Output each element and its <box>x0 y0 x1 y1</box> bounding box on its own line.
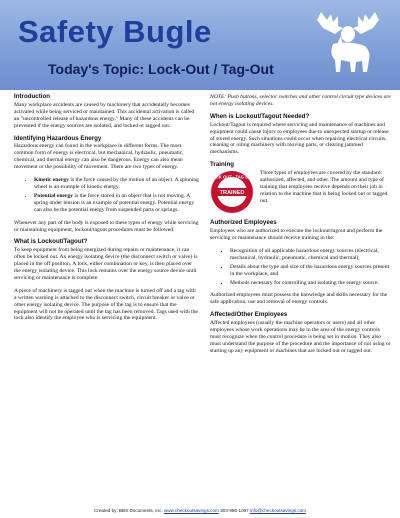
list-item <box>34 193 199 214</box>
identifying-heading: Identifying Hazardous Energy <box>14 134 102 142</box>
authorized-paragraph-2: Authorized employees must possess the knowledge and skills necessary for the safe application, use and removal of energy controls. <box>210 292 388 306</box>
training-heading: Training <box>210 161 235 169</box>
identifying-paragraph: Hazardous energy can found in the workplace in different forms. The most common form of energy is electrical, but mechanical, hydraulic, pneumatic, chemical, and thermal energy can also be dangerous. Energy can also mean movement or the possibility of movement. There are two types of energy. <box>14 143 184 171</box>
training-block <box>210 170 392 214</box>
what-heading: What is Lockout/Tagout? <box>14 238 88 246</box>
affected-heading: Affected/Other Employees <box>210 311 288 319</box>
training-paragraph: Three types of employees are covered by the standard: authorized, affected, and other. The amount and type of training that employees receive depends on their job in relation to the machine that is being locked out or tagged out. <box>260 170 388 204</box>
moose-icon <box>313 6 383 76</box>
intro-heading: Introduction <box>14 93 51 100</box>
kinetic-term: Kinetic energy <box>34 177 69 184</box>
newsletter-title: Safety Bugle <box>18 14 212 49</box>
when-heading: When is Lockout/Tagout Needed? <box>210 112 310 120</box>
potential-text: is the force stored in an object that is not moving. A spring under tension is an example of potential energy. Potential energy can also be the potential energy from suspended parts or springs. <box>34 192 195 213</box>
list-item: • Methods necessary for controlling and isolating the energy source. <box>230 280 392 287</box>
badge-top-text: LOCK OUT · TAG OUT <box>210 174 254 180</box>
energy-types-list <box>14 177 199 214</box>
intro-paragraph: Many workplace accidents are caused by machinery that accidentally becomes activated while being serviced or maintained. This accidental activation is called an "uncontrolled release of hazardous energy." Many of these accidents can be prevented if the energy sources are isolated, and locked or tagged out. <box>14 101 195 129</box>
footer-created: Created by: BBS Documents, Inc. <box>93 508 164 513</box>
tagout-paragraph: A piece of machinery is tagged out when the machine is turned off and a tag with a written warning is attached to the disconnect switch, circuit breaker or valve or other energy isolating device. The purpose of the tag is to ensure that the equipment will not be operated until the tag has been removed. Tags used with the lock also identify the employee who is servicing the equipment. <box>14 287 198 322</box>
authorized-paragraph: Employees who are authorized to execute the lockout/tagout and perform the servicing or maintenance should receive training in the: <box>210 228 383 241</box>
footer-phone: 303-986-1067 <box>218 508 251 513</box>
topic-line: Today's Topic: Lock-Out / Tag-Out <box>48 61 274 77</box>
trained-badge-icon <box>210 170 254 214</box>
footer <box>0 508 400 513</box>
list-item: • Details about the type and size of the hazardous energy sources present in the workplace, and <box>230 264 392 278</box>
what-paragraph: To keep equipment from being energized during repairs or maintenance, it can often be locked out. An energy isolating device (the disconnect switch or valve) is placed in the off position. A lock, either combination or key, is then placed over the energy isolating device. This lock remains over the energy source device until servicing or maintenance is complete. <box>14 247 198 281</box>
footer-email-link[interactable]: info@checkoutsavings.com <box>250 508 307 513</box>
header-banner <box>0 0 400 90</box>
list-item: • Recognition of all applicable hazardous energy sources (electrical, mechanical, hydraulic, pneumatic, chemical and thermal), <box>230 248 392 262</box>
whenever-paragraph: Whenever any part of the body is exposed to these types of energy while servicing or maintaining equipment, lockout/tagout procedures must be followed. <box>14 219 199 233</box>
right-column <box>210 94 392 361</box>
left-column <box>14 94 199 328</box>
authorized-list <box>210 248 392 287</box>
note-paragraph: NOTE: Push buttons, selector switches and other control circuit type devices are not energy isolating devices. <box>210 94 391 107</box>
list-item <box>34 177 199 191</box>
when-paragraph: Lockout/Tagout is required where servicing and maintenance of machines and equipment could cause injury to employees due to unexpected startup or release of stored energy. Such situations could occur when repairing electrical circuits, cleaning or oiling machinery with moving parts, or clearing jammed mechanisms. <box>210 121 389 156</box>
kinetic-text: is the force caused by the motion of an object. A spinning wheel is an example of kinetic energy. <box>34 177 199 190</box>
authorized-heading: Authorized Employees <box>210 219 277 227</box>
footer-website-link[interactable]: www.checkoutsavings.com <box>163 508 219 513</box>
potential-term: Potential energy <box>34 192 73 199</box>
badge-trained-text: TRAINED <box>219 190 245 197</box>
affected-paragraph: Affected employees (usually the machine operators or users) and all other employees whose work operations may be in the area of the energy controls must recognize when the control procedure is being set in motion. They also must understand the purpose of the procedure and the importance of not using or starting up any equipment or machines that are locked out or tagged out. <box>210 320 391 354</box>
